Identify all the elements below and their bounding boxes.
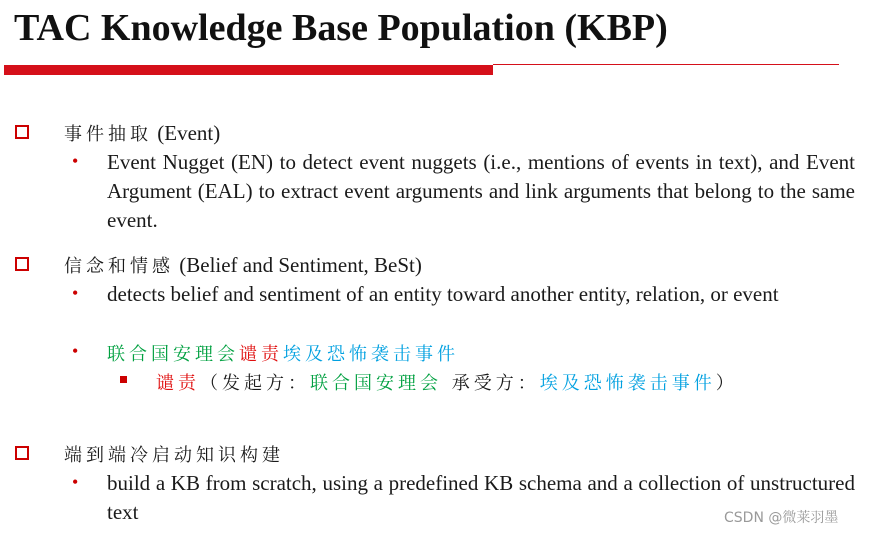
example-target: 埃及恐怖袭击事件 (283, 344, 459, 365)
detail-target: 埃及恐怖袭击事件 (539, 373, 716, 394)
checkbox-bullet-icon (15, 125, 29, 139)
section-title (64, 441, 284, 467)
section-title-cn: 信念和情感 (64, 256, 174, 277)
checkbox-bullet-icon (15, 257, 29, 271)
detail-close: ） (715, 373, 738, 394)
title-underline-thick (4, 65, 493, 75)
title-underline-thin (493, 64, 839, 65)
section-title-cn: 事件抽取 (64, 124, 152, 145)
square-bullet-icon (120, 376, 127, 383)
example-agent: 联合国安理会 (107, 344, 239, 365)
section-title-cn: 端到端冷启动知识构建 (64, 445, 284, 466)
detail-verb: 谴责 (156, 373, 200, 394)
detail-open: （发起方： (200, 373, 310, 394)
section-title-en: (Belief and Sentiment, BeSt) (174, 253, 422, 277)
bullet-dot-icon: • (72, 283, 79, 303)
bullet-text: Event Nugget (EN) to detect event nuggets (i.e., mentions of events in text), and Event Argument (EAL) to extract event arguments and link arguments that belong to the same event. (107, 150, 855, 232)
bullet-dot-icon: • (72, 341, 79, 361)
example-sentence (107, 340, 459, 366)
bullet-text: build a KB from scratch, using a predefined KB schema and a collection of unstructured text (107, 471, 855, 524)
bullet-text: detects belief and sentiment of an entity toward another entity, relation, or event (107, 282, 779, 306)
section-title-en: (Event) (152, 121, 221, 145)
example-verb: 谴责 (239, 344, 283, 365)
section-title (64, 252, 422, 278)
watermark: CSDN @微莱羽墨 (724, 510, 839, 526)
page-title: TAC Knowledge Base Population (KBP) (14, 7, 668, 49)
bullet-dot-icon: • (72, 151, 79, 171)
section-title (64, 120, 220, 146)
bullet-dot-icon: • (72, 472, 79, 492)
detail-mid: 承受方： (442, 373, 540, 394)
detail-agent: 联合国安理会 (310, 373, 442, 394)
example-detail (156, 369, 738, 395)
checkbox-bullet-icon (15, 446, 29, 460)
